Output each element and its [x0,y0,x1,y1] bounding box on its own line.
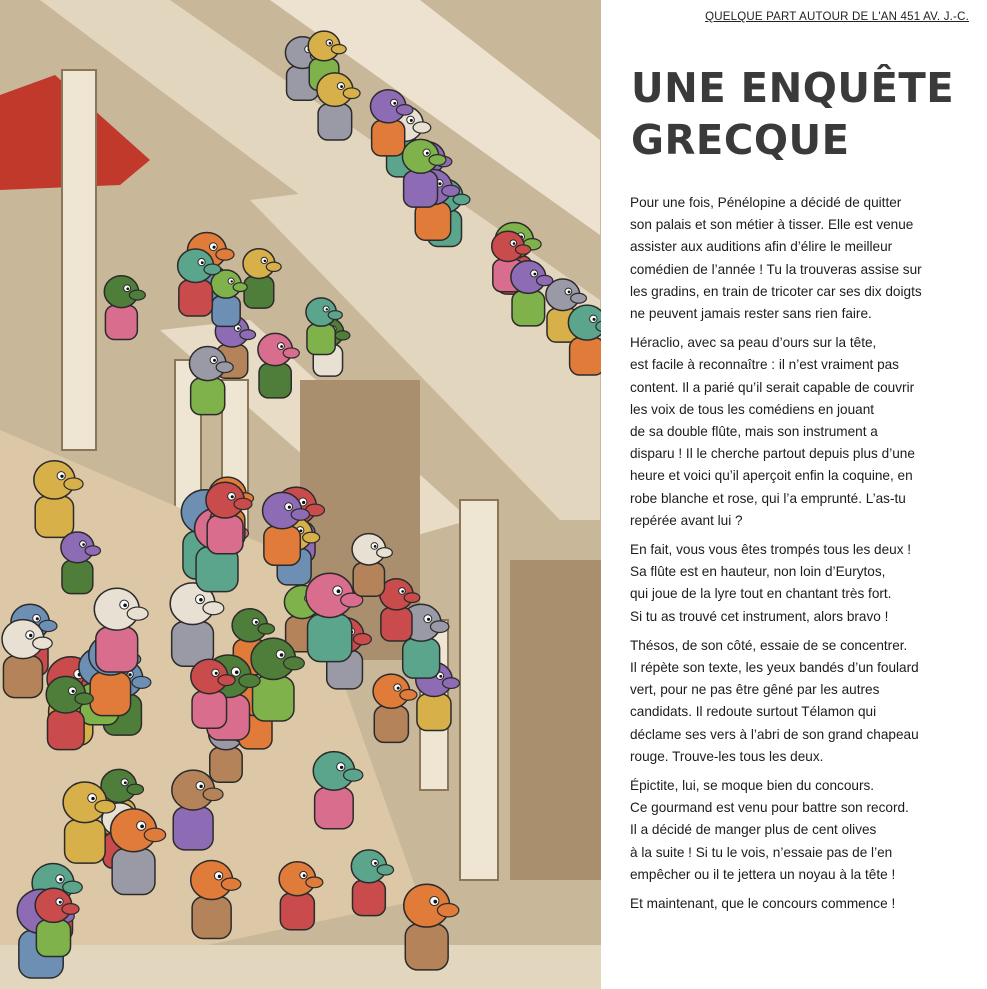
text-panel [601,0,987,989]
story-line: robe blanche et rose, qui l’a emprunté. L’as-tu [630,490,906,506]
story-line: Pour une fois, Pénélopine a décidé de quitter [630,195,902,210]
story-line: rouge. Trouve-les tous les deux. [630,748,824,764]
story-line: Il répète son texte, les yeux bandés d’un foulard [630,660,919,676]
story-line: Ce gourmand est venu pour battre son record. [630,800,909,816]
story-line: déclame ses vers à l’abri de son grand chapeau [630,726,919,742]
column-right [460,500,498,880]
story-line: empêcher ou il te jettera un noyau à la tête ! [630,866,896,882]
title-line-1: UNE ENQUÊTE [631,64,955,112]
story-paragraph [630,635,975,768]
story-line: qui joue de la lyre tout en chantant très fort. [630,586,892,602]
story-line: ne peuvent jamais rester sans rien faire. [630,306,872,322]
story-paragraph [630,893,975,915]
story-line: Héraclio, avec sa peau d’ours sur la tête, [630,335,877,351]
story-line: Et maintenant, que le concours commence ! [630,896,896,912]
brick-wall-right [510,560,601,880]
story-line: Si tu as trouvé cet instrument, alors bravo ! [630,608,889,624]
story-line: les voix de tous les comédiens en jouant [630,401,875,417]
story-paragraph [630,539,975,628]
story-line: Il a décidé de manger plus de cent olives [630,822,877,838]
story-line: Sa flûte est en hauteur, non loin d’Eurytos, [630,564,886,580]
story-line: est facile à reconnaître : il n’est vraiment pas [630,357,899,373]
story-line: En fait, vous vous êtes trompés tous les deux ! [630,542,912,558]
front-steps [0,945,601,989]
story-paragraph [630,775,975,886]
story-line: son palais et son métier à tisser. Elle est venue [630,217,914,233]
story-line: vert, pour ne pas être gêné par les autres [630,682,880,698]
page-title [631,62,969,166]
story-line: de sa double flûte, mais son instrument a [630,424,878,440]
cartoon-character [568,305,601,375]
story-paragraph [630,192,975,325]
story-text [630,192,975,922]
story-line: heure et voici qu’il aperçoit enfin la coquine, en [630,468,913,484]
story-line: repérée avant lui ? [630,512,743,528]
title-line-2: GRECQUE [631,116,850,164]
story-line: content. Il a parié qu’il serait capable de couvrir [630,379,915,395]
story-paragraph [630,332,975,532]
story-line: candidats. Il redoute surtout Télamon qui [630,704,877,720]
story-line: comédien de l’année ! Tu la trouveras assise sur [630,261,922,277]
story-line: Épictite, lui, se moque bien du concours. [630,778,875,794]
story-line: Thésos, de son côté, essaie de se concentrer. [630,637,908,653]
column-left [62,70,96,450]
story-line: les gradins, en train de tricoter car ses dix doigts [630,283,922,299]
era-caption: QUELQUE PART AUTOUR DE L'AN 451 AV. J.-C. [705,11,969,23]
story-line: assister aux auditions afin d’élire le meilleur [630,239,893,255]
story-line: disparu ! Il le cherche partout depuis plus d’une [630,446,915,462]
story-line: à la suite ! Si tu le vois, n’essaie pas de l’en [630,844,893,860]
